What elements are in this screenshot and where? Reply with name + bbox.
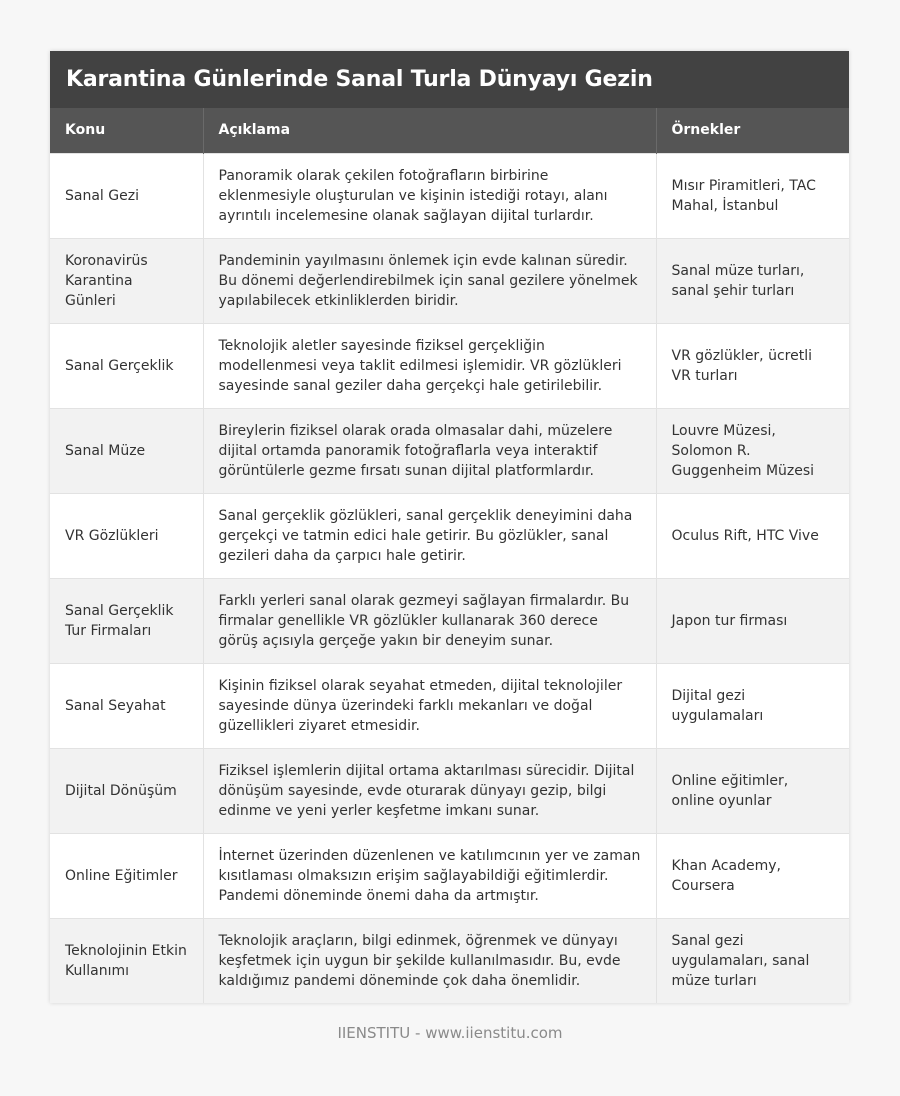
cell-konu: Sanal Gezi <box>50 153 203 238</box>
table-row <box>50 918 849 1003</box>
cell-konu: Teknolojinin Etkin Kullanımı <box>50 918 203 1003</box>
cell-ornekler: Mısır Piramitleri, TAC Mahal, İstanbul <box>656 153 849 238</box>
table-header-row <box>50 108 849 153</box>
table-row <box>50 408 849 493</box>
cell-konu: Sanal Gerçeklik <box>50 323 203 408</box>
cell-aciklama: Kişinin fiziksel olarak seyahat etmeden, dijital teknolojiler sayesinde dünya üzerindeki farklı mekanları ve doğal güzellikleri ziyaret etmesidir. <box>203 663 656 748</box>
table-row <box>50 238 849 323</box>
table-row <box>50 493 849 578</box>
cell-aciklama: İnternet üzerinden düzenlenen ve katılımcının yer ve zaman kısıtlaması olmaksızın erişim sağlayabildiği eğitimlerdir. Pandemi döneminde önemi daha da artmıştır. <box>203 833 656 918</box>
table-row <box>50 748 849 833</box>
cell-aciklama: Fiziksel işlemlerin dijital ortama aktarılması sürecidir. Dijital dönüşüm sayesinde, evde oturarak dünyayı gezip, bilgi edinme ve yeni yerler keşfetme imkanı sunar. <box>203 748 656 833</box>
cell-ornekler: Khan Academy, Coursera <box>656 833 849 918</box>
cell-ornekler: VR gözlükler, ücretli VR turları <box>656 323 849 408</box>
cell-konu: Online Eğitimler <box>50 833 203 918</box>
footer-credit: IIENSTITU - www.iienstitu.com <box>337 1024 563 1042</box>
cell-aciklama: Farklı yerleri sanal olarak gezmeyi sağlayan firmalardır. Bu firmalar genellikle VR gözlükler kullanarak 360 derece görüş açısıyla gerçeğe yakın bir deneyim sunar. <box>203 578 656 663</box>
page-title: Karantina Günlerinde Sanal Turla Dünyayı Gezin <box>50 51 849 108</box>
cell-aciklama: Pandeminin yayılmasını önlemek için evde kalınan süredir. Bu dönemi değerlendirebilmek için sanal gezilere yönelmek yapılabilecek etkinliklerden biridir. <box>203 238 656 323</box>
cell-ornekler: Oculus Rift, HTC Vive <box>656 493 849 578</box>
cell-konu: Sanal Seyahat <box>50 663 203 748</box>
header-ornekler: Örnekler <box>656 108 849 153</box>
cell-aciklama: Teknolojik araçların, bilgi edinmek, öğrenmek ve dünyayı keşfetmek için uygun bir şekilde kullanılmasıdır. Bu, evde kaldığımız pandemi döneminde çok daha önemlidir. <box>203 918 656 1003</box>
cell-aciklama: Teknolojik aletler sayesinde fiziksel gerçekliğin modellenmesi veya taklit edilmesi işlemidir. VR gözlükleri sayesinde sanal geziler daha gerçekçi hale getirilebilir. <box>203 323 656 408</box>
topics-table <box>50 108 849 1003</box>
table-row <box>50 578 849 663</box>
cell-ornekler: Louvre Müzesi, Solomon R. Guggenheim Müzesi <box>656 408 849 493</box>
cell-konu: VR Gözlükleri <box>50 493 203 578</box>
table-row <box>50 153 849 238</box>
cell-ornekler: Japon tur firması <box>656 578 849 663</box>
content-card <box>50 51 849 1003</box>
cell-konu: Sanal Müze <box>50 408 203 493</box>
table-row <box>50 833 849 918</box>
header-aciklama: Açıklama <box>203 108 656 153</box>
cell-ornekler: Dijital gezi uygulamaları <box>656 663 849 748</box>
cell-konu: Sanal Gerçeklik Tur Firmaları <box>50 578 203 663</box>
table-row <box>50 663 849 748</box>
header-konu: Konu <box>50 108 203 153</box>
cell-aciklama: Bireylerin fiziksel olarak orada olmasalar dahi, müzelere dijital ortamda panoramik fotoğraflarla veya interaktif görüntülerle gezme fırsatı sunan dijital platformlardır. <box>203 408 656 493</box>
cell-ornekler: Sanal müze turları, sanal şehir turları <box>656 238 849 323</box>
table-row <box>50 323 849 408</box>
cell-konu: Koronavirüs Karantina Günleri <box>50 238 203 323</box>
cell-konu: Dijital Dönüşüm <box>50 748 203 833</box>
cell-aciklama: Sanal gerçeklik gözlükleri, sanal gerçeklik deneyimini daha gerçekçi ve tatmin edici hale getirir. Bu gözlükler, sanal gezileri daha da çarpıcı hale getirir. <box>203 493 656 578</box>
cell-aciklama: Panoramik olarak çekilen fotoğrafların birbirine eklenmesiyle oluşturulan ve kişinin istediği rotayı, alanı ayrıntılı incelemesine olanak sağlayan dijital turlardır. <box>203 153 656 238</box>
cell-ornekler: Sanal gezi uygulamaları, sanal müze turları <box>656 918 849 1003</box>
cell-ornekler: Online eğitimler, online oyunlar <box>656 748 849 833</box>
